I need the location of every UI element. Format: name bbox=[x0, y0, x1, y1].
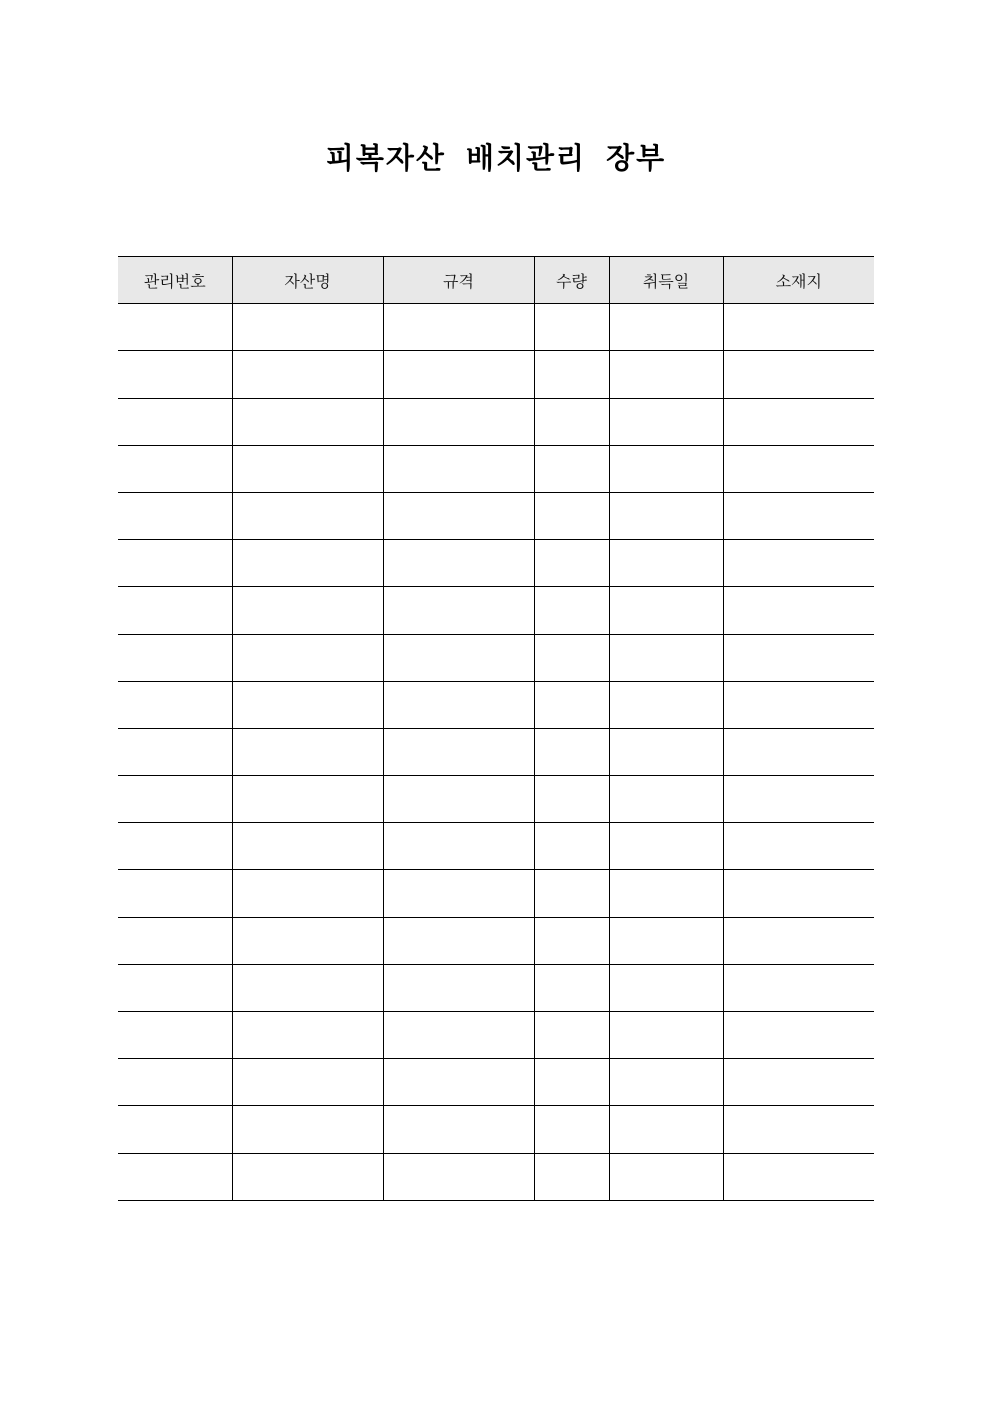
table-cell[interactable] bbox=[609, 728, 723, 775]
header-management-number: 관리번호 bbox=[118, 257, 232, 304]
table-cell[interactable] bbox=[232, 964, 383, 1011]
asset-ledger-table bbox=[118, 256, 874, 1201]
table-cell[interactable] bbox=[534, 681, 609, 728]
table-cell[interactable] bbox=[609, 681, 723, 728]
table-cell[interactable] bbox=[534, 634, 609, 681]
table-cell[interactable] bbox=[232, 1059, 383, 1106]
table-cell[interactable] bbox=[383, 776, 534, 823]
table-cell[interactable] bbox=[232, 445, 383, 492]
table-cell[interactable] bbox=[534, 445, 609, 492]
table-row bbox=[118, 540, 874, 587]
header-quantity: 수량 bbox=[534, 257, 609, 304]
table-cell[interactable] bbox=[383, 681, 534, 728]
table-cell[interactable] bbox=[609, 492, 723, 539]
table-cell[interactable] bbox=[723, 398, 874, 445]
table-cell[interactable] bbox=[232, 1106, 383, 1153]
table-row bbox=[118, 1106, 874, 1153]
table-cell[interactable] bbox=[383, 964, 534, 1011]
table-cell[interactable] bbox=[383, 304, 534, 351]
table-cell[interactable] bbox=[534, 1153, 609, 1200]
table-cell[interactable] bbox=[534, 776, 609, 823]
table-cell[interactable] bbox=[534, 304, 609, 351]
table-cell[interactable] bbox=[383, 823, 534, 870]
table-row bbox=[118, 351, 874, 398]
table-cell[interactable] bbox=[534, 587, 609, 634]
table-cell[interactable] bbox=[232, 351, 383, 398]
table-cell[interactable] bbox=[232, 634, 383, 681]
table-cell[interactable] bbox=[723, 351, 874, 398]
table-cell[interactable] bbox=[609, 398, 723, 445]
table-cell[interactable] bbox=[383, 634, 534, 681]
table-cell[interactable] bbox=[609, 1106, 723, 1153]
table-cell[interactable] bbox=[723, 492, 874, 539]
table-cell[interactable] bbox=[723, 540, 874, 587]
table-row bbox=[118, 964, 874, 1011]
table-cell[interactable] bbox=[118, 1106, 232, 1153]
table-cell[interactable] bbox=[118, 304, 232, 351]
table-cell[interactable] bbox=[118, 351, 232, 398]
table-row bbox=[118, 304, 874, 351]
table-cell[interactable] bbox=[534, 398, 609, 445]
table-cell[interactable] bbox=[232, 587, 383, 634]
table-row bbox=[118, 1012, 874, 1059]
table-cell[interactable] bbox=[232, 823, 383, 870]
table-cell[interactable] bbox=[609, 776, 723, 823]
table-row bbox=[118, 870, 874, 917]
header-specification: 규격 bbox=[383, 257, 534, 304]
table-cell[interactable] bbox=[232, 728, 383, 775]
table-cell[interactable] bbox=[723, 1059, 874, 1106]
table-body bbox=[118, 304, 874, 1201]
header-row bbox=[118, 257, 874, 304]
table-cell[interactable] bbox=[534, 917, 609, 964]
table-cell[interactable] bbox=[534, 492, 609, 539]
table-cell[interactable] bbox=[383, 1153, 534, 1200]
table-cell[interactable] bbox=[723, 1106, 874, 1153]
table-cell[interactable] bbox=[534, 1106, 609, 1153]
table-cell[interactable] bbox=[534, 870, 609, 917]
table-row bbox=[118, 634, 874, 681]
table-cell[interactable] bbox=[383, 1059, 534, 1106]
table-cell[interactable] bbox=[118, 1153, 232, 1200]
table-cell[interactable] bbox=[723, 917, 874, 964]
table-cell[interactable] bbox=[723, 681, 874, 728]
table-cell[interactable] bbox=[118, 870, 232, 917]
table-cell[interactable] bbox=[534, 1012, 609, 1059]
table-cell[interactable] bbox=[609, 870, 723, 917]
header-acquisition-date: 취득일 bbox=[609, 257, 723, 304]
table-row bbox=[118, 587, 874, 634]
table-cell[interactable] bbox=[383, 398, 534, 445]
table-cell[interactable] bbox=[723, 587, 874, 634]
table-cell[interactable] bbox=[383, 1106, 534, 1153]
table-cell[interactable] bbox=[723, 964, 874, 1011]
table-cell[interactable] bbox=[232, 492, 383, 539]
table-cell[interactable] bbox=[534, 351, 609, 398]
table-cell[interactable] bbox=[232, 681, 383, 728]
table-cell[interactable] bbox=[232, 870, 383, 917]
table-cell[interactable] bbox=[609, 823, 723, 870]
table-cell[interactable] bbox=[723, 1153, 874, 1200]
table-cell[interactable] bbox=[609, 917, 723, 964]
table-cell[interactable] bbox=[609, 304, 723, 351]
table-cell[interactable] bbox=[118, 398, 232, 445]
table-cell[interactable] bbox=[723, 728, 874, 775]
table-cell[interactable] bbox=[232, 1012, 383, 1059]
table-cell[interactable] bbox=[118, 1012, 232, 1059]
table-cell[interactable] bbox=[383, 540, 534, 587]
table-cell[interactable] bbox=[118, 776, 232, 823]
table-cell[interactable] bbox=[118, 540, 232, 587]
table-cell[interactable] bbox=[534, 964, 609, 1011]
table-cell[interactable] bbox=[723, 823, 874, 870]
table-cell[interactable] bbox=[609, 351, 723, 398]
table-cell[interactable] bbox=[723, 1012, 874, 1059]
table-cell[interactable] bbox=[609, 1153, 723, 1200]
table-row bbox=[118, 398, 874, 445]
table-cell[interactable] bbox=[118, 964, 232, 1011]
table-cell[interactable] bbox=[118, 492, 232, 539]
table-cell[interactable] bbox=[609, 540, 723, 587]
table-row bbox=[118, 823, 874, 870]
table-row bbox=[118, 445, 874, 492]
table-row bbox=[118, 728, 874, 775]
header-location: 소재지 bbox=[723, 257, 874, 304]
table-cell[interactable] bbox=[723, 776, 874, 823]
table-cell[interactable] bbox=[723, 445, 874, 492]
table-cell[interactable] bbox=[609, 634, 723, 681]
header-asset-name: 자산명 bbox=[232, 257, 383, 304]
table-cell[interactable] bbox=[232, 776, 383, 823]
table-cell[interactable] bbox=[232, 540, 383, 587]
table-cell[interactable] bbox=[534, 1059, 609, 1106]
document-title: 피복자산 배치관리 장부 bbox=[325, 141, 667, 175]
table-cell[interactable] bbox=[534, 823, 609, 870]
table-cell[interactable] bbox=[118, 1059, 232, 1106]
table-cell[interactable] bbox=[609, 964, 723, 1011]
table-cell[interactable] bbox=[118, 681, 232, 728]
table-cell[interactable] bbox=[609, 445, 723, 492]
table-cell[interactable] bbox=[118, 587, 232, 634]
table-row bbox=[118, 776, 874, 823]
table-cell[interactable] bbox=[118, 634, 232, 681]
table-cell[interactable] bbox=[383, 870, 534, 917]
table-cell[interactable] bbox=[232, 1153, 383, 1200]
table-cell[interactable] bbox=[723, 304, 874, 351]
table-row bbox=[118, 1059, 874, 1106]
table-cell[interactable] bbox=[118, 917, 232, 964]
table-row bbox=[118, 917, 874, 964]
table-cell[interactable] bbox=[609, 1059, 723, 1106]
table-cell[interactable] bbox=[609, 1012, 723, 1059]
table-cell[interactable] bbox=[118, 823, 232, 870]
table-cell[interactable] bbox=[383, 917, 534, 964]
table-row bbox=[118, 492, 874, 539]
table-cell[interactable] bbox=[383, 587, 534, 634]
table-row bbox=[118, 681, 874, 728]
table-cell[interactable] bbox=[383, 492, 534, 539]
table-cell[interactable] bbox=[232, 917, 383, 964]
table-cell[interactable] bbox=[534, 728, 609, 775]
table-cell[interactable] bbox=[118, 445, 232, 492]
table-cell[interactable] bbox=[723, 870, 874, 917]
table-cell[interactable] bbox=[232, 398, 383, 445]
table-cell[interactable] bbox=[232, 304, 383, 351]
table-cell[interactable] bbox=[383, 728, 534, 775]
table-cell[interactable] bbox=[383, 445, 534, 492]
table-cell[interactable] bbox=[723, 634, 874, 681]
table-cell[interactable] bbox=[534, 540, 609, 587]
table-cell[interactable] bbox=[609, 587, 723, 634]
table-cell[interactable] bbox=[383, 1012, 534, 1059]
table-row bbox=[118, 1153, 874, 1200]
table-cell[interactable] bbox=[118, 728, 232, 775]
table-cell[interactable] bbox=[383, 351, 534, 398]
